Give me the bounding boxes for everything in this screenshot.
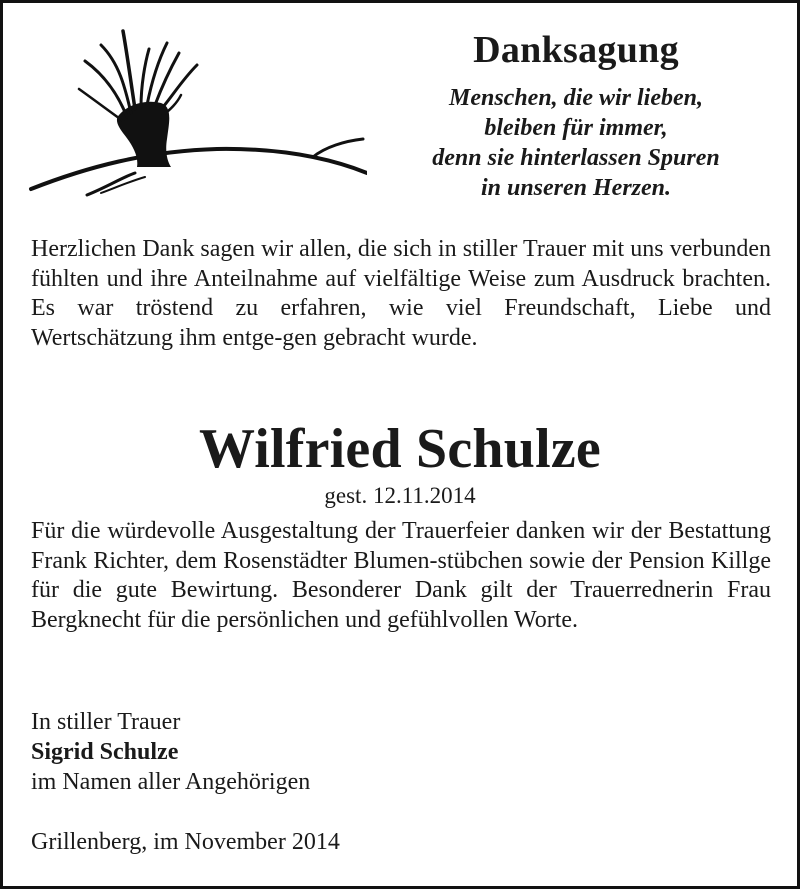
poem-line: in unseren Herzen. — [480, 175, 672, 201]
ground-line-small — [313, 139, 363, 157]
signer-name: Sigrid Schulze — [31, 739, 179, 765]
place-date: Grillenberg, im November 2014 — [31, 829, 340, 855]
death-date: gest. 12.11.2014 — [324, 483, 476, 508]
closing-line: In stiller Trauer — [31, 709, 181, 735]
poem — [383, 83, 769, 203]
poem-line: bleiben für immer, — [484, 115, 668, 141]
deceased-name: Wilfried Schulze — [199, 418, 601, 480]
poem-line: denn sie hinterlassen Spuren — [432, 145, 720, 171]
poem-line: Menschen, die wir lieben, — [448, 85, 703, 111]
header-block — [383, 25, 769, 203]
on-behalf-line: im Namen aller Angehörigen — [31, 769, 311, 795]
page-title: Danksagung — [473, 29, 679, 71]
willow-tree-icon — [27, 27, 367, 207]
intro-paragraph: Herzlichen Dank sagen wir allen, die sich in stiller Trauer mit uns verbunden fühlten und ihre Anteilnahme auf vielfältige Weise zum Ausdruck brachten. Es war tröstend zu erfahren, wie viel Freundschaft, Liebe und Wertschätzung ihm entge-gen gebracht wurde. — [31, 236, 771, 351]
ground-stroke — [87, 173, 135, 195]
thanks-paragraph: Für die würdevolle Ausgestaltung der Trauerfeier danken wir der Bestattung Frank Richter, dem Rosenstädter Blumen-stübchen sowie der Pension Killge für die gute Bewirtung. Besonderer Dank gilt der Trauerrednerin Frau Bergknecht für die persönlichen und gefühlvollen Worte. — [31, 518, 771, 633]
signature-block — [31, 707, 631, 797]
